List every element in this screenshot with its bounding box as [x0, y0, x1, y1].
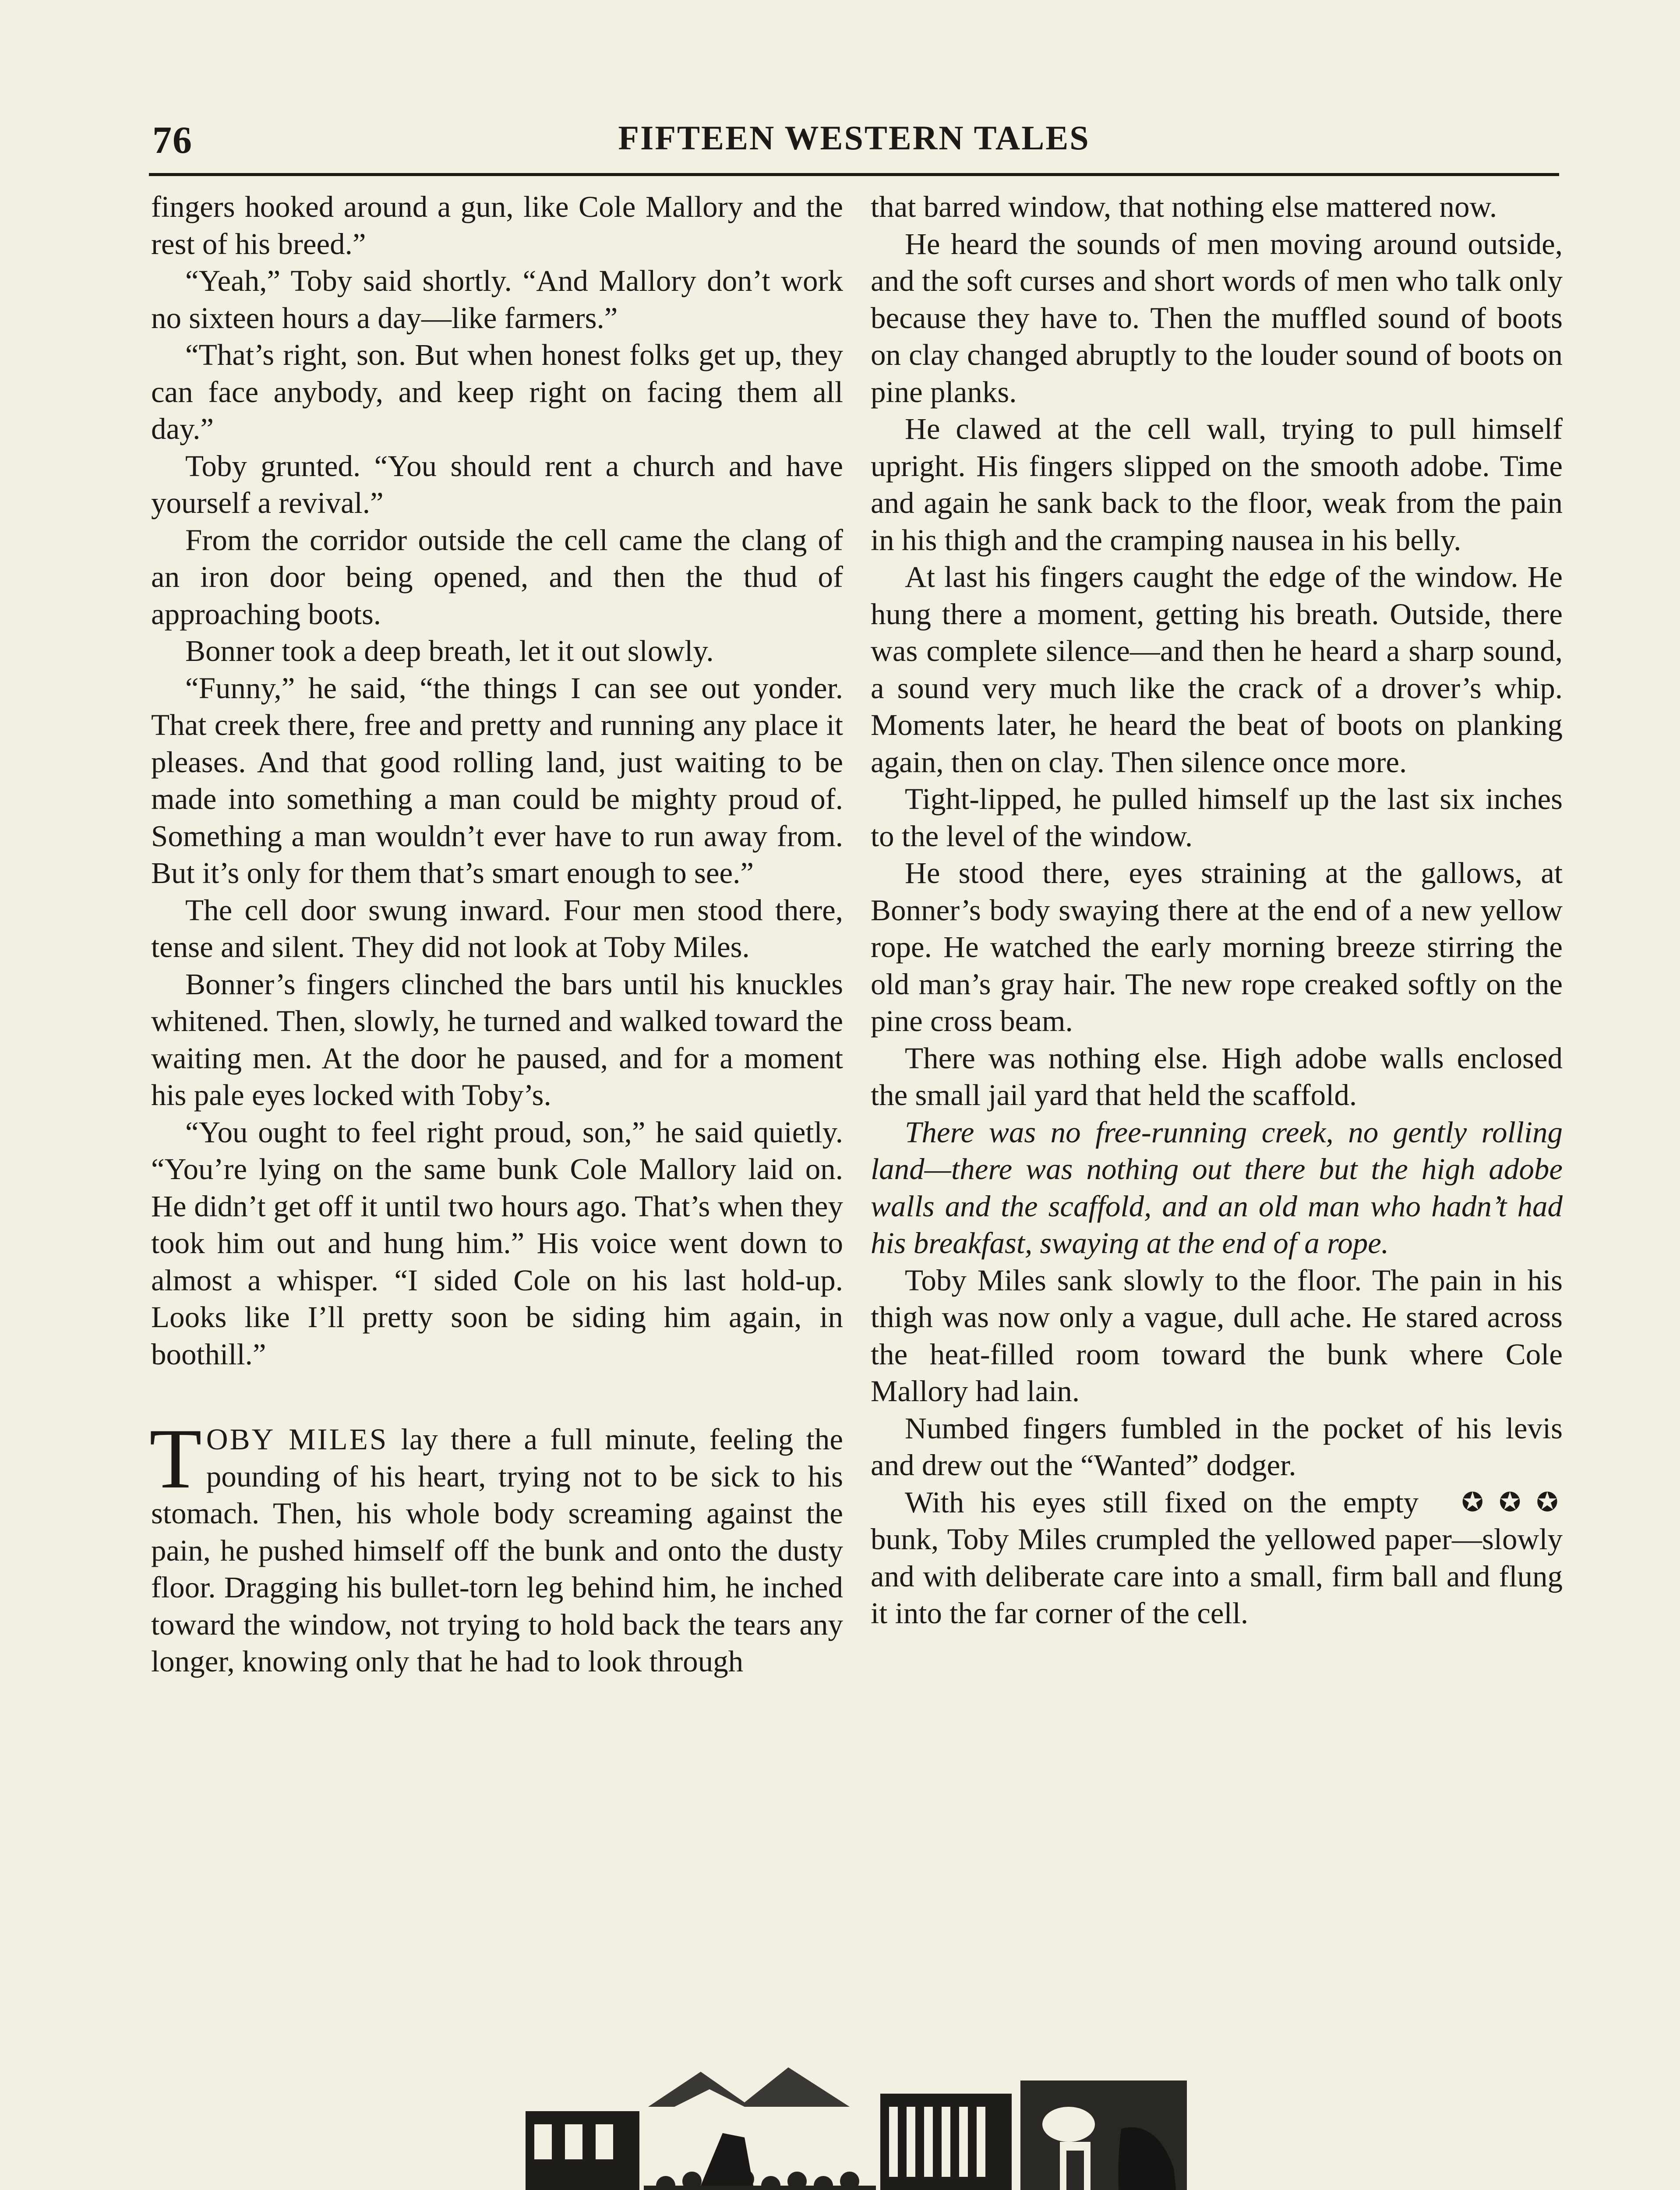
paragraph: “Yeah,” Toby said shortly. “And Mallory don’t work no sixteen hours a day—like farmers.”: [151, 264, 843, 335]
paragraph: “That’s right, son. But when honest folks get up, they can face anybody, and keep right on facing them all day.”: [151, 338, 843, 445]
running-head: FIFTEEN WESTERN TALES: [618, 119, 1090, 157]
drop-cap: T: [149, 1411, 202, 1506]
paragraph: At last his fingers caught the edge of the window. He hung there a moment, getting his breath. Outside, there was complete silence—and then he heard a sharp sound, a sound very much like the crack of a drover’s whip. Moments later, he heard the beat of boots on planking again, then on clay. Then silence once more.: [871, 560, 1563, 779]
paragraph: “Funny,” he said, “the things I can see out yonder. That creek there, free and pretty and running any place it pleases. And that good rolling land, just waiting to be made into something a man could be mighty proud of. Something a man wouldn’t ever have to run away from. But it’s only for them that’s smart enough to see.”: [151, 671, 843, 890]
header-rule: [149, 173, 1559, 176]
page-number: 76: [152, 119, 193, 162]
final-paragraph-text: With his eyes still fixed on the empty bunk, Toby Miles crumpled the yellowed paper—slowly and with deliberate care into a small, firm ball and flung it into the far corner of the cell.: [871, 1485, 1563, 1630]
page-header: [149, 118, 1559, 171]
end-of-story-marks: ✪ ✪ ✪: [1461, 1487, 1563, 1517]
paragraph: Bonner took a deep breath, let it out slowly.: [185, 634, 714, 668]
western-town-illustration: [517, 2054, 1200, 2190]
paragraph: Tight-lipped, he pulled himself up the last six inches to the level of the window.: [871, 782, 1563, 853]
paragraph: Bonner’s fingers clinched the bars until his knuckles whitened. Then, slowly, he turned and walked toward the waiting men. At the door he paused, and for a moment his pale eyes locked with Toby’s.: [151, 967, 843, 1112]
paragraph: that barred window, that nothing else mattered now.: [871, 190, 1497, 223]
left-column: [151, 188, 843, 1680]
final-paragraph: [871, 1484, 1563, 1632]
paragraph: There was nothing else. High adobe walls enclosed the small jail yard that held the scaffold.: [871, 1041, 1563, 1112]
italic-paragraph: There was no free-running creek, no gently rolling land—there was nothing out there but the high adobe walls and the scaffold, and an old man who hadn’t had his breakfast, swaying at the end of a rope.: [871, 1115, 1563, 1260]
paragraph: He heard the sounds of men moving around outside, and the soft curses and short words of men who talk only because they have to. Then the muffled sound of boots on clay changed abruptly to the louder sound of boots on pine planks.: [871, 227, 1563, 409]
paragraph: “You ought to feel right proud, son,” he said quietly. “You’re lying on the same bunk Cole Mallory laid on. He didn’t get off it until two hours ago. That’s when they took him out and hung him.” His voice went down to almost a whisper. “I sided Cole on his last hold-up. Looks like I’ll pretty soon be siding him again, in boothill.”: [151, 1115, 843, 1371]
small-caps-lead: OBY MILES: [206, 1423, 388, 1456]
paragraph: Toby Miles sank slowly to the floor. The pain in his thigh was now only a vague, dull ache. He stared across the heat-filled room toward the bunk where Cole Mallory had lain.: [871, 1263, 1563, 1408]
paragraph: Numbed fingers fumbled in the pocket of his levis and drew out the “Wanted” dodger.: [871, 1411, 1563, 1482]
right-column: [871, 188, 1563, 1632]
section-text: lay there a full minute, feeling the pounding of his heart, trying not to be sick to his stomach. Then, his whole body screaming against the pain, he pushed himself off the bunk and onto the dusty floor. Dragging his bullet-torn leg behind him, he inched toward the window, not trying to hold back the tears any longer, knowing only that he had to look through: [151, 1423, 843, 1678]
paragraph: From the corridor outside the cell came the clang of an iron door being opened, and then the thud of approaching boots.: [151, 523, 843, 631]
paragraph: He clawed at the cell wall, trying to pull himself upright. His fingers slipped on the smooth adobe. Time and again he sank back to the floor, weak from the pain in his thigh and the cramping nausea in his belly.: [871, 412, 1563, 557]
paragraph: fingers hooked around a gun, like Cole Mallory and the rest of his breed.”: [151, 190, 843, 261]
paragraph: Toby grunted. “You should rent a church and have yourself a revival.”: [151, 449, 843, 519]
paragraph: The cell door swung inward. Four men stood there, tense and silent. They did not look at Toby Miles.: [151, 893, 843, 964]
paragraph: He stood there, eyes straining at the gallows, at Bonner’s body swaying there at the end of a new yellow rope. He watched the early morning breeze stirring the old man’s gray hair. The new rope creaked softly on the pine cross beam.: [871, 856, 1563, 1038]
section-opening-paragraph: [149, 1411, 843, 1680]
